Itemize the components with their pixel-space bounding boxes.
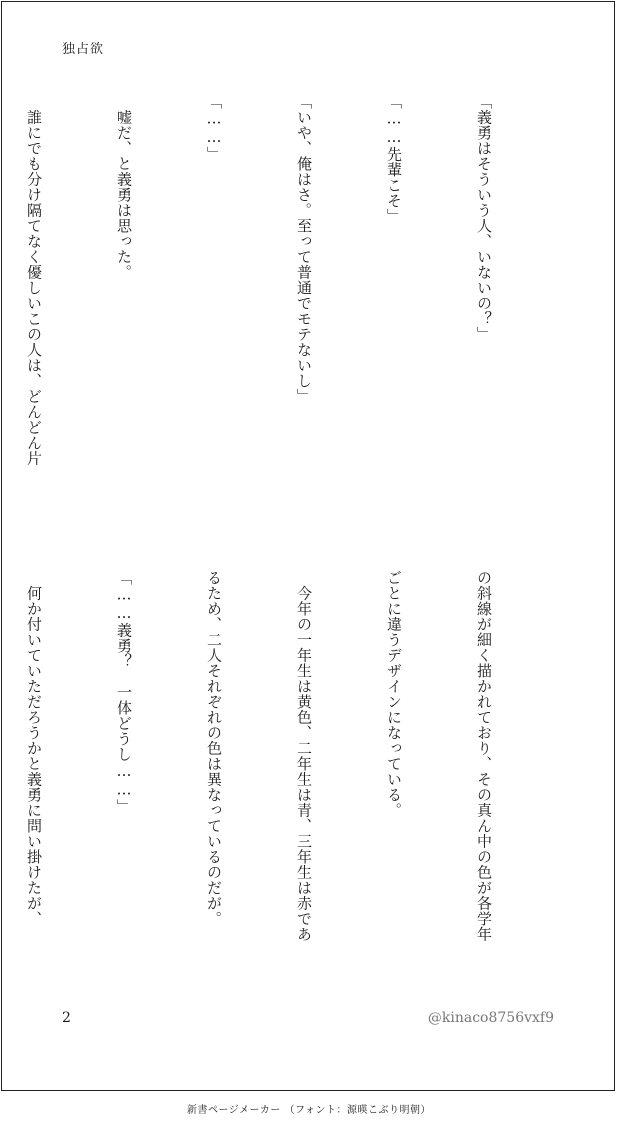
text-column: ごとに違うデザインになっている。 [385,570,403,818]
text-column: 「……義勇？ 一体どうし……」 [115,570,133,815]
text-column: 「……先輩こそ」 [385,94,403,224]
author-handle: @kinaco8756vxf9 [427,1010,554,1026]
book-page [1,1,615,1091]
text-column: 「いや、俺はさ。至って普通でモテないし」 [295,94,313,404]
text-column: 誰にでも分け隔てなく優しいこの人は、どんどん片 [25,94,43,466]
text-column: 今年の一年生は黄色、二年生は青、三年生は赤であ [295,570,313,942]
text-column: 「……」 [205,94,223,162]
text-column: るため、二人それぞれの色は異なっているのだが。 [205,570,223,927]
page-number: 2 [62,1010,71,1026]
text-block-bottom [25,570,559,990]
text-column: の斜線が細く描かれており、その真ん中の色が各学年 [475,570,493,942]
text-column: 何か付いていただろうかと義勇に問い掛けたが、 [25,570,43,927]
text-column: 嘘だ、と義勇は思った。 [115,94,133,280]
book-title: 独占欲 [62,42,105,57]
footer-credit: 新書ページメーカー （フォント：源暎こぶり明朝） [187,1105,431,1116]
text-column: 「義勇はそういう人、いないの？」 [475,94,493,342]
text-block-top [25,94,559,534]
